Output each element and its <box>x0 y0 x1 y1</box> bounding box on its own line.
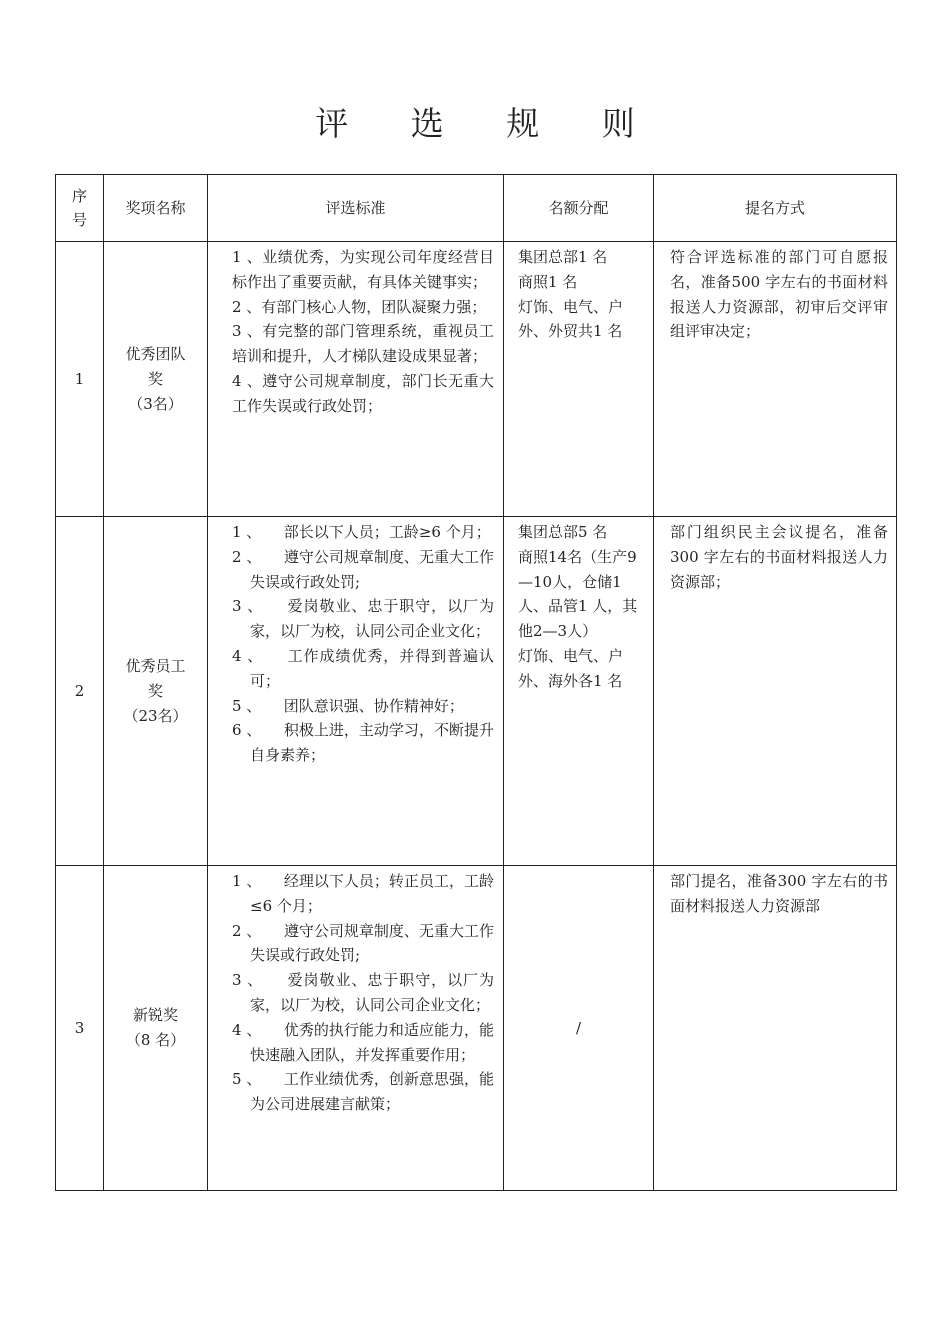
header-quota: 名额分配 <box>504 175 654 242</box>
quota-cell: / <box>504 866 654 1191</box>
row-no: 3 <box>56 866 104 1191</box>
row-no: 1 <box>56 242 104 517</box>
award-name <box>104 866 208 1191</box>
nomination-cell: 部门组织民主会议提名，准备300 字左右的书面材料报送人力资源部； <box>654 517 897 866</box>
award-count: （23名） <box>123 706 188 725</box>
award-name-line: 优秀员工 <box>125 656 186 675</box>
criteria-item: 3 、有完整的部门管理系统，重视员工培训和提升，人才梯队建设成果显著； <box>232 322 494 366</box>
criteria-cell <box>208 517 504 866</box>
header-nomination: 提名方式 <box>654 175 897 242</box>
header-award: 奖项名称 <box>104 175 208 242</box>
criteria-item: 1 、 部长以下人员；工龄≥6 个月； <box>232 523 491 541</box>
table-row <box>56 517 897 866</box>
header-criteria: 评选标准 <box>208 175 504 242</box>
quota-item: 灯饰、电气、户外、外贸共1 名 <box>518 297 624 341</box>
criteria-item: 6 、 积极上进，主动学习，不断提升自身素养； <box>232 721 494 765</box>
quota-item: 商照14名（生产9—10人，仓储1人、品管1 人，其他2—3人） <box>518 547 638 641</box>
award-rules-table <box>55 174 897 1191</box>
award-name-line: 奖 <box>147 369 163 388</box>
award-name <box>104 242 208 517</box>
criteria-item: 3 、 爱岗敬业、忠于职守，以厂为家，以厂为校，认同公司企业文化； <box>232 597 494 641</box>
award-name-line: 奖 <box>147 681 163 700</box>
criteria-cell <box>208 866 504 1191</box>
table-row <box>56 866 897 1191</box>
award-count: （3名） <box>128 394 183 413</box>
nomination-cell: 符合评选标准的部门可自愿报名，准备500 字左右的书面材料报送人力资源部，初审后交评审组评审决定； <box>654 242 897 517</box>
page-title: 评 选 规 则 <box>315 104 661 143</box>
quota-item: 商照1 名 <box>518 272 578 291</box>
nomination-cell: 部门提名，准备300 字左右的书面材料报送人力资源部 <box>654 866 897 1191</box>
row-no: 2 <box>56 517 104 866</box>
criteria-item: 1 、业绩优秀，为实现公司年度经营目标作出了重要贡献，有具体关键事实； <box>232 248 494 291</box>
criteria-cell <box>208 242 504 517</box>
criteria-item: 4 、遵守公司规章制度，部门长无重大工作失误或行政处罚； <box>232 371 494 415</box>
award-name-line: 优秀团队 <box>125 344 186 363</box>
header-no-text: 序 号 <box>71 187 87 229</box>
header-no <box>56 175 104 242</box>
quota-cell <box>504 517 654 866</box>
criteria-item: 1 、 经理以下人员；转正员工，工龄≤6 个月； <box>232 872 494 915</box>
award-count: （8 名） <box>125 1031 186 1049</box>
criteria-item: 5 、 工作业绩优秀，创新意思强，能为公司进展建言献策； <box>232 1070 494 1114</box>
criteria-item: 2 、 遵守公司规章制度、无重大工作失误或行政处罚; <box>232 921 494 965</box>
criteria-item: 4 、 优秀的执行能力和适应能力，能快速融入团队，并发挥重要作用； <box>232 1020 494 1064</box>
criteria-item: 4 、 工作成绩优秀，并得到普遍认可； <box>232 646 494 690</box>
quota-item: 集团总部1 名 <box>518 248 608 266</box>
award-name-line: 新锐奖 <box>132 1006 178 1024</box>
quota-item: 灯饰、电气、户外、海外各1 名 <box>518 646 624 690</box>
criteria-item: 2 、 遵守公司规章制度、无重大工作失误或行政处罚; <box>232 547 494 591</box>
quota-item: 集团总部5 名 <box>518 523 608 541</box>
quota-cell <box>504 242 654 517</box>
table-row <box>56 242 897 517</box>
criteria-item: 2 、有部门核心人物，团队凝聚力强； <box>232 297 487 316</box>
table-header-row <box>56 175 897 242</box>
award-name <box>104 517 208 866</box>
criteria-item: 5 、 团队意识强、协作精神好； <box>232 696 464 715</box>
criteria-item: 3 、 爱岗敬业、忠于职守，以厂为家，以厂为校，认同公司企业文化； <box>232 971 494 1014</box>
